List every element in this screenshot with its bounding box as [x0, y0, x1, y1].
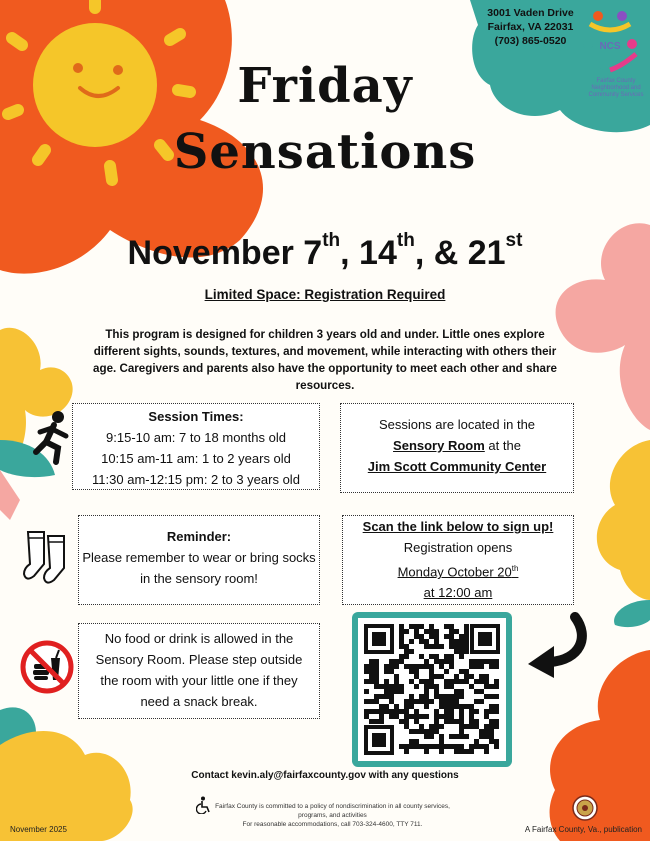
registration-date-text: Monday October 20: [397, 564, 512, 580]
title-line1: Friday: [237, 58, 413, 114]
org-name: Fairfax County Neighborhood and Community Services: [588, 78, 644, 98]
dates-day2: 14: [359, 234, 397, 272]
no-food-icon: [20, 640, 74, 694]
footer-publication: A Fairfax County, Va., publication: [524, 825, 642, 834]
footer-policy-text: Fairfax County is committed to a policy of nondiscrimination in all county services, programs, and activities: [215, 803, 450, 819]
footer-date: November 2025: [10, 825, 67, 834]
socks-icon: [20, 528, 75, 586]
session-time-3: 11:30 am-12:15 pm: 2 to 3 years old: [92, 472, 300, 487]
registration-opens: Registration opens: [403, 540, 513, 555]
session-time-2: 10:15 am-11 am: 1 to 2 years old: [101, 451, 291, 466]
location-at: at the: [488, 438, 521, 453]
reminder-box: [78, 515, 320, 605]
dates-day2-suffix: th: [396, 230, 415, 251]
reminder-heading: Reminder:: [166, 529, 232, 544]
contact-line: Contact kevin.aly@fairfaxcounty.gov with any questions: [191, 770, 459, 781]
signup-heading: Scan the link below to sign up!: [362, 519, 554, 534]
address-street: 3001 Vaden Drive: [487, 7, 574, 19]
address-city: Fairfax, VA 22031: [487, 21, 574, 33]
no-food-box: [78, 623, 320, 719]
sensory-room-label: Sensory Room: [393, 438, 485, 453]
community-center-label: Jim Scott Community Center: [367, 459, 547, 474]
dates-day1-suffix: th: [322, 230, 341, 251]
limited-space-notice: Limited Space: Registration Required: [204, 287, 446, 302]
qr-code[interactable]: [352, 612, 512, 767]
registration-date: [343, 558, 573, 582]
running-child-icon: [28, 410, 78, 465]
session-times-box: [72, 403, 320, 490]
curved-arrow-icon: [520, 612, 590, 682]
dates-day3-suffix: st: [505, 230, 523, 251]
registration-time: at 12:00 am: [423, 585, 493, 601]
reminder-text: Please remember to wear or bring socks in the sensory room!: [82, 550, 316, 586]
dates-day3: 21: [467, 234, 506, 272]
county-seal-icon: [572, 795, 598, 821]
address-block: [483, 6, 578, 48]
location-box: [340, 403, 574, 493]
no-food-text: No food or drink is allowed in the Sensory Room. Please step outside the room with your little one if they need a snack break.: [95, 631, 303, 709]
title-line2: Sensations: [173, 124, 477, 180]
accessibility-icon: [196, 796, 212, 814]
location-room-line: [341, 435, 573, 456]
program-description: This program is designed for children 3 years old and under. Little ones explore different sights, sounds, textures, and movement, while interacting with others their age. Caregivers and parents also have the opportunity to meet each other and share resources.: [93, 328, 557, 392]
dates-month: November: [127, 234, 294, 272]
footer-policy: [215, 802, 450, 829]
signup-box: [342, 515, 574, 605]
session-time-1: 9:15-10 am: 7 to 18 months old: [106, 430, 286, 445]
location-line1: Sessions are located in the: [378, 417, 536, 432]
footer-accommodations: For reasonable accommodations, call 703-324-4600, TTY 711.: [242, 821, 423, 828]
registration-date-suffix: th: [511, 564, 519, 573]
event-dates: November 7th, 14th, & 21st: [127, 230, 523, 272]
address-phone: (703) 865-0520: [494, 35, 567, 47]
session-times-heading: Session Times:: [148, 409, 244, 424]
dates-day1: 7: [303, 234, 323, 272]
ncs-logo-label: NCS: [599, 41, 621, 52]
